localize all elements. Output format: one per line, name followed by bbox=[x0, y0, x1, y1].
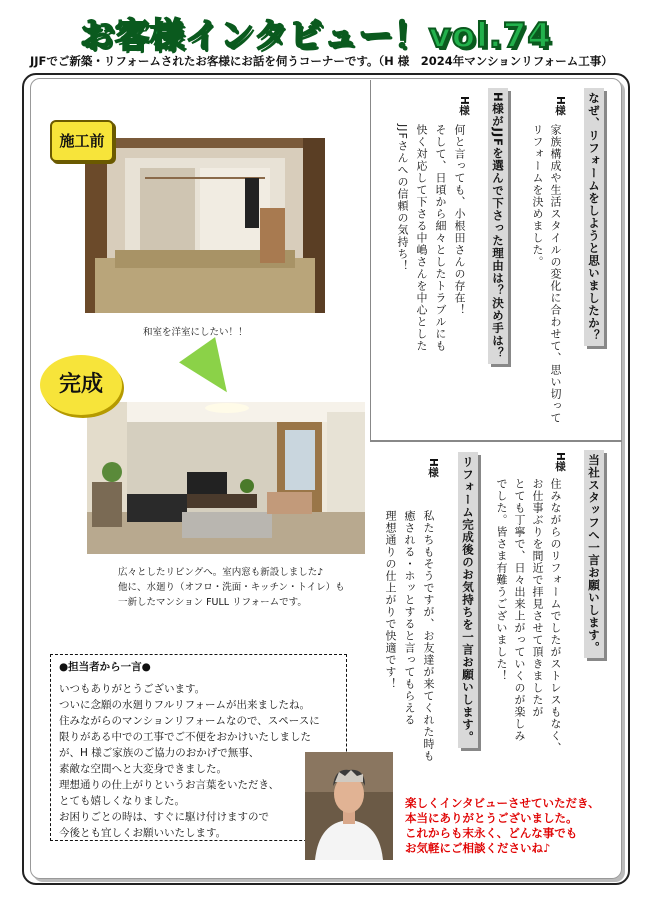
after-caption-line-2: 他に、水廻り（オフロ・洗面・キッチン・トイレ）も bbox=[118, 582, 345, 593]
question-2: H様がJJFを選んで下さった理由は？決め手は？ bbox=[488, 88, 508, 364]
column-divider bbox=[370, 80, 371, 440]
staff-comment-line: 理想通りの仕上がりというお言葉をいただき、 bbox=[59, 779, 280, 791]
q4-answer-line-1: 私たちもそうですが、お友達が来てくれた時も bbox=[422, 510, 435, 762]
staff-comment-box bbox=[50, 654, 347, 841]
thanks-line: お気軽にご相談くださいね♪ bbox=[405, 841, 551, 855]
q1-speaker: H様 bbox=[554, 96, 566, 116]
q4-answer-line-3: 理想通りの仕上がりで快適です！ bbox=[384, 510, 397, 690]
after-photo bbox=[87, 402, 365, 554]
q3-speaker: H様 bbox=[554, 452, 566, 472]
question-3: 当社スタッフへ一言お願いします。 bbox=[584, 450, 604, 658]
staff-comment-line: 今後とも宜しくお願いいたします。 bbox=[59, 827, 227, 839]
page-subtitle: JJFでご新築・リフォームされたお客様にお話を伺うコーナーです。（H 様 2024年マンションリフォーム工事） bbox=[30, 54, 613, 68]
q4-speaker: H様 bbox=[427, 458, 439, 478]
page-title: お客様インタビュー！vol.74 bbox=[80, 16, 553, 56]
q3-answer-line-3: とても丁寧で、日々出来上がっていくのが楽しみ bbox=[513, 478, 526, 742]
staff-comment-line: 限りがある中での工事でご不便をおかけいたしました bbox=[59, 731, 311, 743]
q2-speaker: H様 bbox=[458, 96, 470, 116]
question-1: なぜ、リフォームをしようと思いましたか？ bbox=[584, 88, 604, 346]
before-photo bbox=[85, 138, 325, 313]
q3-answer-line-4: でした。皆さま有難うございました！ bbox=[495, 478, 508, 682]
q3-answer-line-2: お仕事ぶりを間近で拝見させて頂きましたが bbox=[531, 478, 544, 718]
q2-answer-line-1: 何と言っても、小根田さんの存在！ bbox=[453, 124, 466, 316]
thanks-line: これからも末永く、どんな事でも bbox=[405, 826, 578, 840]
staff-comment-line: とても嬉しくなりました。 bbox=[59, 795, 185, 807]
section-divider bbox=[370, 440, 622, 442]
q4-answer-line-2: 癒される・ホッとすると言ってもらえる bbox=[403, 510, 416, 726]
q1-answer-line-1: 家族構成や生活スタイルの変化に合わせて、思い切って bbox=[549, 124, 562, 424]
q2-answer-line-2: そして、日頃から細々としたトラブルにも bbox=[434, 124, 447, 352]
thanks-line: 本当にありがとうございました。 bbox=[405, 811, 578, 825]
staff-comment-line: 素敵な空間へと大変身できました。 bbox=[59, 763, 227, 775]
after-badge: 完成 bbox=[40, 355, 122, 415]
staff-comment-line: ついに念願の水廻りフルリフォームが出来ましたね。 bbox=[59, 699, 311, 711]
staff-comment-line: が、H 様ご家族のご協力のおかげで無事、 bbox=[59, 747, 260, 759]
q1-answer-line-2: リフォームを決めました。 bbox=[531, 124, 544, 268]
staff-comment-line: お困りごとの時は、すぐに駆け付けますので bbox=[59, 811, 269, 823]
staff-comment-heading: ●担当者から一言● bbox=[59, 661, 151, 673]
question-4: リフォーム完成後のお気持ちを一言お願いします。 bbox=[458, 452, 478, 748]
q2-answer-line-4: JJFさんへの信頼の気持ち！ bbox=[396, 124, 409, 272]
q3-answer-line-1: 住みながらのリフォームでしたがストレスもなく、 bbox=[549, 478, 562, 754]
thanks-line: 楽しくインタビューさせていただき、 bbox=[405, 796, 600, 810]
q2-answer-line-3: 快く対応して下さる中嶋さんを中心とした bbox=[415, 124, 428, 352]
after-caption-line-1: 広々としたリビングへ。室内窓も新設しました♪ bbox=[118, 567, 324, 578]
staff-comment-line: いつもありがとうございます。 bbox=[59, 683, 206, 695]
staff-portrait bbox=[305, 752, 393, 860]
before-badge: 施工前 bbox=[50, 120, 114, 162]
before-caption: 和室を洋室にしたい！！ bbox=[143, 327, 248, 338]
staff-comment-line: 住みながらのマンションリフォームなので、スペースに bbox=[59, 715, 320, 727]
after-caption-line-3: 一新したマンション FULL リフォームです。 bbox=[118, 597, 307, 608]
